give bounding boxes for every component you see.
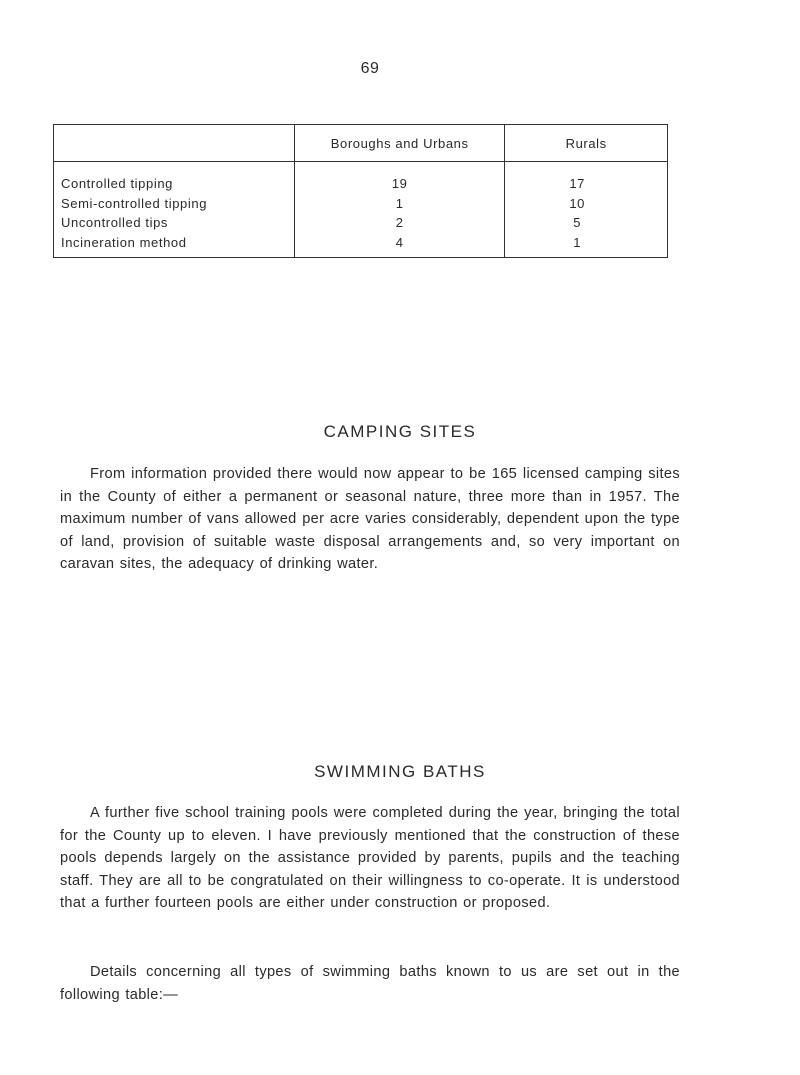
swimming-baths-heading: SWIMMING BATHS bbox=[314, 762, 486, 781]
rurals-cell: 5 bbox=[573, 215, 582, 230]
swimming-baths-paragraph-2: Details concerning all types of swimming baths known to us are set out in the following table:— bbox=[60, 964, 680, 1003]
header-boroughs-urbans: Boroughs and Urbans bbox=[295, 125, 505, 162]
rurals-column bbox=[505, 162, 668, 258]
rurals-cell: 1 bbox=[573, 234, 582, 250]
camping-sites-heading: CAMPING SITES bbox=[323, 422, 477, 441]
boroughs-urbans-column bbox=[295, 162, 505, 258]
rurals-cell: 17 bbox=[569, 176, 585, 191]
header-method bbox=[54, 125, 295, 162]
method-cell: Uncontrolled tips bbox=[61, 215, 169, 230]
method-cell: Controlled tipping bbox=[61, 176, 173, 191]
method-cell: Semi-controlled tipping bbox=[61, 195, 208, 211]
method-column bbox=[54, 162, 295, 258]
method-cell: Incineration method bbox=[61, 234, 187, 250]
table-body-row bbox=[54, 162, 668, 258]
swimming-baths-paragraph-1: A further five school training pools were completed during the year, bringing the total for the County up to eleven. I have previously mentioned that the construction of these pools depends largely on the assistance provided by parents, pupils and the teaching staff. They are all to be congratulated on their willingness to co-operate. It is understood that a further fourteen pools are either under construction or proposed. bbox=[60, 805, 680, 912]
camping-sites-paragraph: From information provided there would now appear to be 165 licensed camping sites in the County of either a permanent or seasonal nature, three more than in 1957. The maximum number of vans allowed per acre varies considerably, dependent upon the type of land, provision of suitable waste disposal arrangements and, so very important on caravan sites, the adequacy of drinking water. bbox=[60, 466, 680, 573]
boroughs-urbans-cell: 19 bbox=[391, 176, 408, 191]
boroughs-urbans-cell: 2 bbox=[395, 215, 404, 230]
boroughs-urbans-cell: 4 bbox=[395, 234, 404, 250]
rurals-cell: 10 bbox=[569, 195, 585, 211]
boroughs-urbans-cell: 1 bbox=[395, 195, 404, 211]
table-header-row bbox=[54, 125, 668, 162]
refuse-disposal-table bbox=[53, 124, 668, 258]
header-rurals: Rurals bbox=[505, 125, 668, 162]
page-number: 69 bbox=[360, 60, 380, 77]
